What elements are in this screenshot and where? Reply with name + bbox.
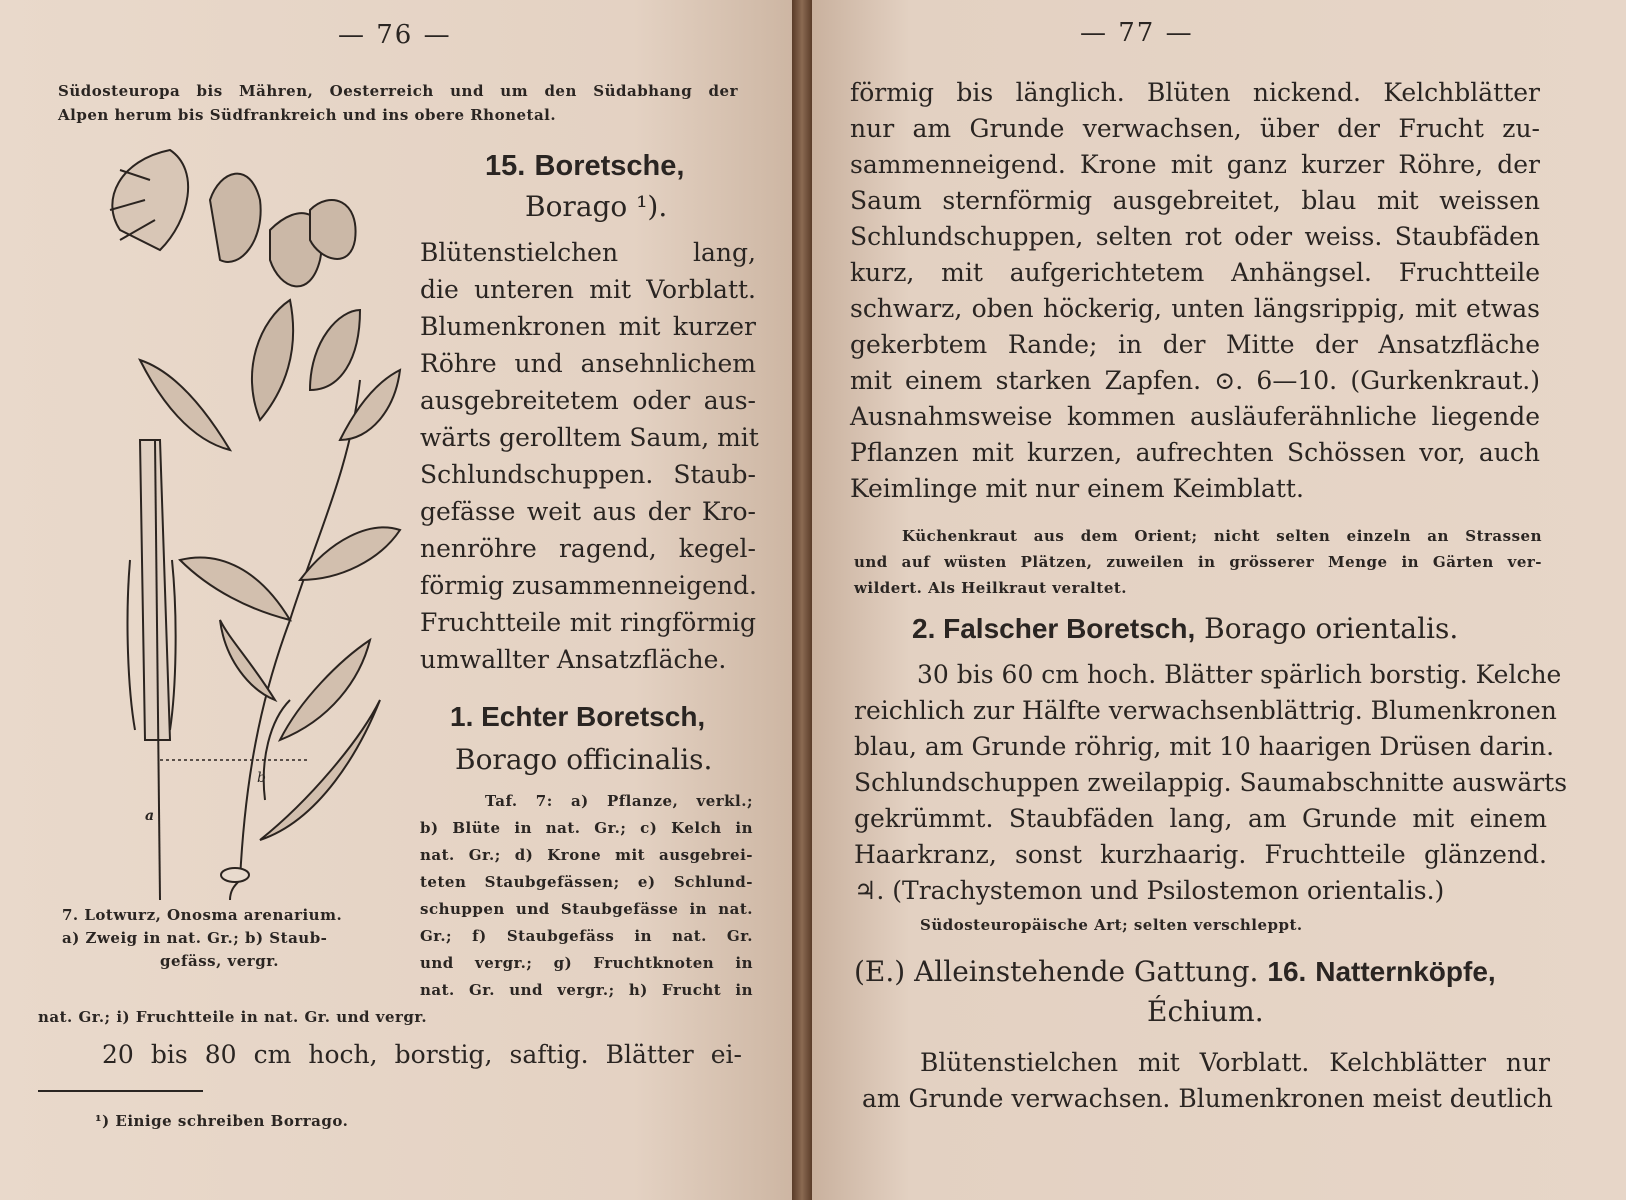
right-line-7: schwarz, oben höckerig, unten längsrippig, mit etwas (850, 294, 1540, 323)
plate-line-5: schuppen und Staubgefässe in nat. (420, 900, 753, 918)
genus-line-10: förmig zusammenneigend. (420, 571, 757, 600)
species-title (450, 700, 705, 733)
page-number: — 76 — (338, 20, 452, 50)
species2-heading (912, 612, 1458, 645)
footnote-rule (38, 1090, 203, 1092)
figure-label-a: a (145, 808, 155, 824)
plate-line-4: teten Staubgefässen; e) Schlund- (420, 873, 753, 891)
species2-line-5: gekrümmt. Staubfäden lang, am Grunde mit einem (854, 804, 1547, 833)
genus16-latin: Échium. (1147, 995, 1264, 1028)
note-line-2: und auf wüsten Plätzen, zuweilen in grösserer Menge in Gärten ver- (854, 553, 1542, 571)
left-page (0, 0, 792, 1200)
right-page (812, 0, 1626, 1200)
species2-line-4: Schlundschuppen zweilappig. Saumabschnitte auswärts (854, 768, 1568, 797)
species2-latin: Borago orientalis. (1204, 612, 1459, 645)
right-line-1: förmig bis länglich. Blüten nickend. Kelchblätter (850, 78, 1540, 107)
genus-heading (485, 148, 684, 183)
body-line: 20 bis 80 cm hoch, borstig, saftig. Blätter ei- (102, 1040, 742, 1069)
intro-line-1: Südosteuropa bis Mähren, Oesterreich und um den Südabhang der (58, 82, 738, 100)
genus-line-5: ausgebreitetem oder aus- (420, 386, 756, 415)
genus-line-7: Schlundschuppen. Staub- (420, 460, 756, 489)
species2-line-2: reichlich zur Hälfte verwachsenblättrig. Blumenkronen (854, 696, 1557, 725)
genus-number: 15. (485, 150, 526, 182)
right-line-12: Keimlinge mit nur einem Keimblatt. (850, 474, 1304, 503)
book-gutter (792, 0, 812, 1200)
plate-line-9: nat. Gr.; i) Fruchtteile in nat. Gr. und vergr. (38, 1008, 428, 1026)
footnote: ¹) Einige schreiben Borrago. (95, 1112, 349, 1130)
genus-line-4: Röhre und ansehnlichem (420, 349, 756, 378)
caption-line-2: a) Zweig in nat. Gr.; b) Staub- (62, 929, 328, 947)
species2-title: 2. Falscher Boretsch, (912, 613, 1196, 644)
caption-line-1: 7. Lotwurz, Onosma arenarium. (62, 906, 343, 924)
page-number: — 77 — (1080, 18, 1194, 48)
genus-line-11: Fruchtteile mit ringförmig (420, 608, 756, 637)
right-line-5: Schlundschuppen, selten rot oder weiss. Staubfäden (850, 222, 1540, 251)
right-line-11: Pflanzen mit kurzen, aufrechten Schössen vor, auch (850, 438, 1540, 467)
species2-line-1: 30 bis 60 cm hoch. Blätter spärlich borstig. Kelche (917, 660, 1562, 689)
plate-line-8: nat. Gr. und vergr.; h) Frucht in (420, 981, 753, 999)
genus-line-6: wärts gerolltem Saum, mit (420, 423, 759, 452)
plate-line-6: Gr.; f) Staubgefäss in nat. Gr. (420, 927, 753, 945)
genus-line-3: Blumenkronen mit kurzer (420, 312, 756, 341)
genus16-number: 16. (1267, 956, 1307, 987)
plate-line-1: Taf. 7: a) Pflanze, verkl.; (485, 792, 753, 810)
right-line-2: nur am Grunde verwachsen, über der Frucht zu- (850, 114, 1540, 143)
right-line-3: sammenneigend. Krone mit ganz kurzer Röhre, der (850, 150, 1540, 179)
right-line-4: Saum sternförmig ausgebreitet, blau mit weissen (850, 186, 1540, 215)
genus-latin: Borago ¹). (525, 190, 668, 223)
plate-line-3: nat. Gr.; d) Krone mit ausgebrei- (420, 846, 753, 864)
intro-line-2: Alpen herum bis Südfrankreich und ins obere Rhonetal. (58, 106, 557, 124)
caption-line-3: gefäss, vergr. (160, 952, 279, 970)
right-line-8: gekerbtem Rande; in der Mitte der Ansatzfläche (850, 330, 1540, 359)
plate-line-7: und vergr.; g) Fruchtknoten in (420, 954, 753, 972)
genus16-heading (854, 955, 1496, 988)
genus16-name: Natternköpfe, (1315, 956, 1496, 987)
last-line-1: Blütenstielchen mit Vorblatt. Kelchblätter nur (920, 1048, 1550, 1077)
genus-name: Boretsche, (534, 150, 685, 182)
species2-line-6: Haarkranz, sonst kurzhaarig. Fruchtteile glänzend. (854, 840, 1547, 869)
right-line-9: mit einem starken Zapfen. ⊙. 6—10. (Gurkenkraut.) (850, 366, 1540, 395)
genus-line-2: die unteren mit Vorblatt. (420, 275, 756, 304)
genus-line-9: nenröhre ragend, kegel- (420, 534, 756, 563)
species2-note: Südosteuropäische Art; selten verschleppt. (920, 916, 1303, 934)
species-title-text: 1. Echter Boretsch, (450, 701, 706, 732)
species2-line-3: blau, am Grunde röhrig, mit 10 haarigen Drüsen darin. (854, 732, 1555, 761)
species-latin: Borago officinalis. (455, 743, 713, 776)
group-label: (E.) Alleinstehende Gattung. (854, 955, 1259, 988)
genus-line-1: Blütenstielchen lang, (420, 238, 756, 267)
right-line-6: kurz, mit aufgerichtetem Anhängsel. Fruchtteile (850, 258, 1540, 287)
genus-line-8: gefässe weit aus der Kro- (420, 497, 756, 526)
plate-line-2: b) Blüte in nat. Gr.; c) Kelch in (420, 819, 753, 837)
last-line-2: am Grunde verwachsen. Blumenkronen meist deutlich (862, 1084, 1553, 1113)
species2-line-7: ♃. (Trachystemon und Psilostemon orientalis.) (854, 876, 1445, 905)
note-line-1: Küchenkraut aus dem Orient; nicht selten einzeln an Strassen (902, 527, 1542, 545)
genus-line-12: umwallter Ansatzfläche. (420, 645, 727, 674)
right-line-10: Ausnahmsweise kommen ausläuferähnliche liegende (850, 402, 1540, 431)
botanical-illustration (60, 140, 410, 920)
figure-label-b: b (257, 770, 266, 786)
note-line-3: wildert. Als Heilkraut veraltet. (854, 579, 1128, 597)
